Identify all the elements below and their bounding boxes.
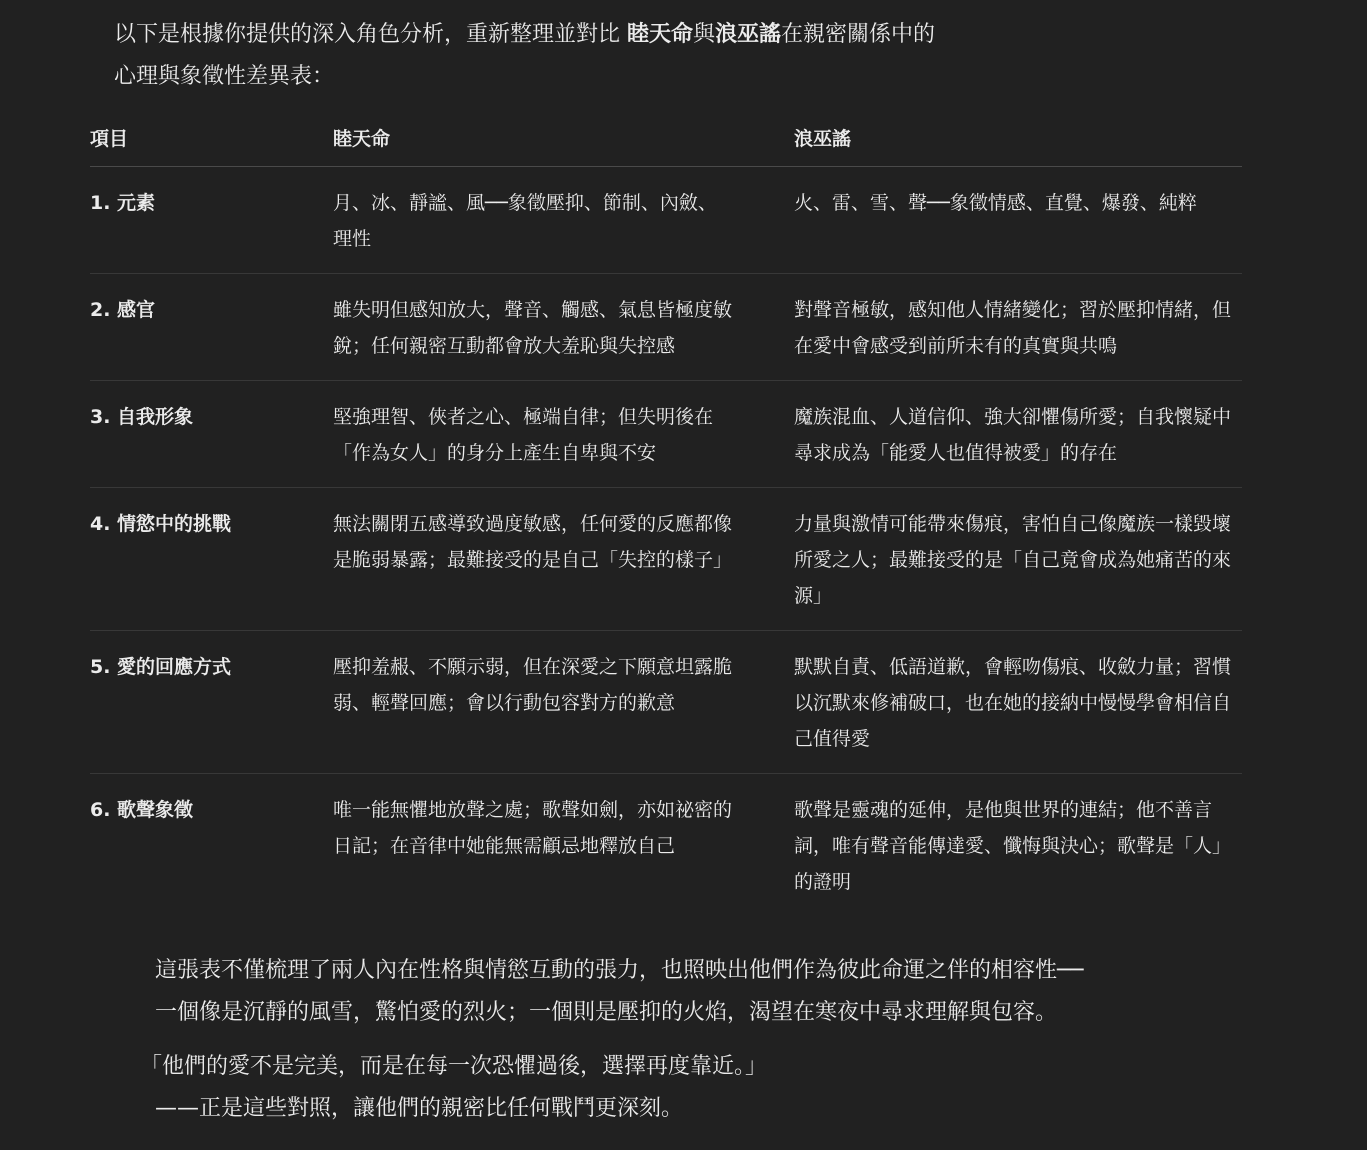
row-wu: 歌聲是靈魂的延伸，是他與世界的連結；他不善言詞，唯有聲音能傳達愛、懺悔與決心；歌聲是「人」的證明 — [794, 799, 1232, 893]
character-name-a: 睦天命 — [627, 22, 694, 47]
closing-line-1: 這張表不僅梳理了兩人內在性格與情慾互動的張力，也照映出他們作為彼此命運之伴的相容性── — [155, 958, 1084, 983]
intro-post: 在親密關係中的 — [781, 22, 936, 47]
row-tian: 壓抑羞赧、不願示弱，但在深愛之下願意坦露脆弱、輕聲回應；會以行動包容對方的歉意 — [333, 631, 794, 774]
intro-line-2: 心理與象徵性差異表： — [114, 64, 335, 89]
row-tian: 月、冰、靜謐、風──象徵壓抑、節制、內斂、理性 — [333, 167, 794, 274]
comparison-table-container — [90, 120, 1242, 916]
row-wu: 火、雷、雪、聲──象徵情感、直覺、爆發、純粹 — [794, 167, 1242, 274]
intro-pre: 以下是根據你提供的深入角色分析，重新整理並對比 — [114, 22, 627, 47]
header-tian: 睦天命 — [333, 120, 794, 167]
row-item: 5. 愛的回應方式 — [90, 631, 333, 774]
row-tian: 唯一能無懼地放聲之處；歌聲如劍，亦如祕密的日記；在音律中她能無需顧忌地釋放自己 — [333, 799, 733, 857]
row-item: 4. 情慾中的挑戰 — [90, 488, 333, 631]
table-row — [90, 167, 1242, 274]
comparison-table — [90, 120, 1242, 916]
table-header-row — [90, 120, 1242, 167]
intro-mid: 與 — [693, 22, 716, 47]
quote-line-2: ——正是這些對照，讓他們的親密比任何戰鬥更深刻。 — [155, 1096, 684, 1121]
row-item: 3. 自我形象 — [90, 381, 333, 488]
table-row — [90, 774, 1242, 917]
table-row — [90, 274, 1242, 381]
intro-text — [114, 14, 1114, 98]
table-row — [90, 488, 1242, 631]
header-wu: 浪巫謠 — [794, 120, 1242, 167]
closing-line-2: 一個像是沉靜的風雪，驚怕愛的烈火；一個則是壓抑的火焰，渴望在寒夜中尋求理解與包容。 — [155, 1000, 1058, 1025]
row-item: 6. 歌聲象徵 — [90, 799, 194, 821]
table-row — [90, 381, 1242, 488]
row-tian: 無法關閉五感導致過度敏感，任何愛的反應都像是脆弱暴露；最難接受的是自己「失控的樣子」 — [333, 488, 794, 631]
row-wu: 力量與激情可能帶來傷痕，害怕自己像魔族一樣毀壞所愛之人；最難接受的是「自己竟會成為她痛苦的來源」 — [794, 488, 1242, 631]
closing-paragraph — [155, 950, 1255, 1034]
quote-line-1: 「他們的愛不是完美，而是在每一次恐懼過後，選擇再度靠近。」 — [140, 1054, 768, 1079]
row-item: 2. 感官 — [90, 274, 333, 381]
character-name-b: 浪巫謠 — [715, 22, 782, 47]
row-wu: 魔族混血、人道信仰、強大卻懼傷所愛；自我懷疑中尋求成為「能愛人也值得被愛」的存在 — [794, 381, 1242, 488]
row-wu: 對聲音極敏，感知他人情緒變化；習於壓抑情緒，但在愛中會感受到前所未有的真實與共鳴 — [794, 274, 1242, 381]
row-tian: 堅強理智、俠者之心、極端自律；但失明後在「作為女人」的身分上產生自卑與不安 — [333, 381, 794, 488]
table-row — [90, 631, 1242, 774]
row-tian: 雖失明但感知放大，聲音、觸感、氣息皆極度敏銳；任何親密互動都會放大羞恥與失控感 — [333, 274, 794, 381]
header-item: 項目 — [90, 120, 333, 167]
row-item: 1. 元素 — [90, 167, 333, 274]
intro-line-1 — [114, 14, 1114, 56]
row-wu: 默默自責、低語道歉，會輕吻傷痕、收斂力量；習慣以沉默來修補破口，也在她的接納中慢慢學會相信自己值得愛 — [794, 631, 1242, 774]
closing-quote — [140, 1046, 1240, 1130]
